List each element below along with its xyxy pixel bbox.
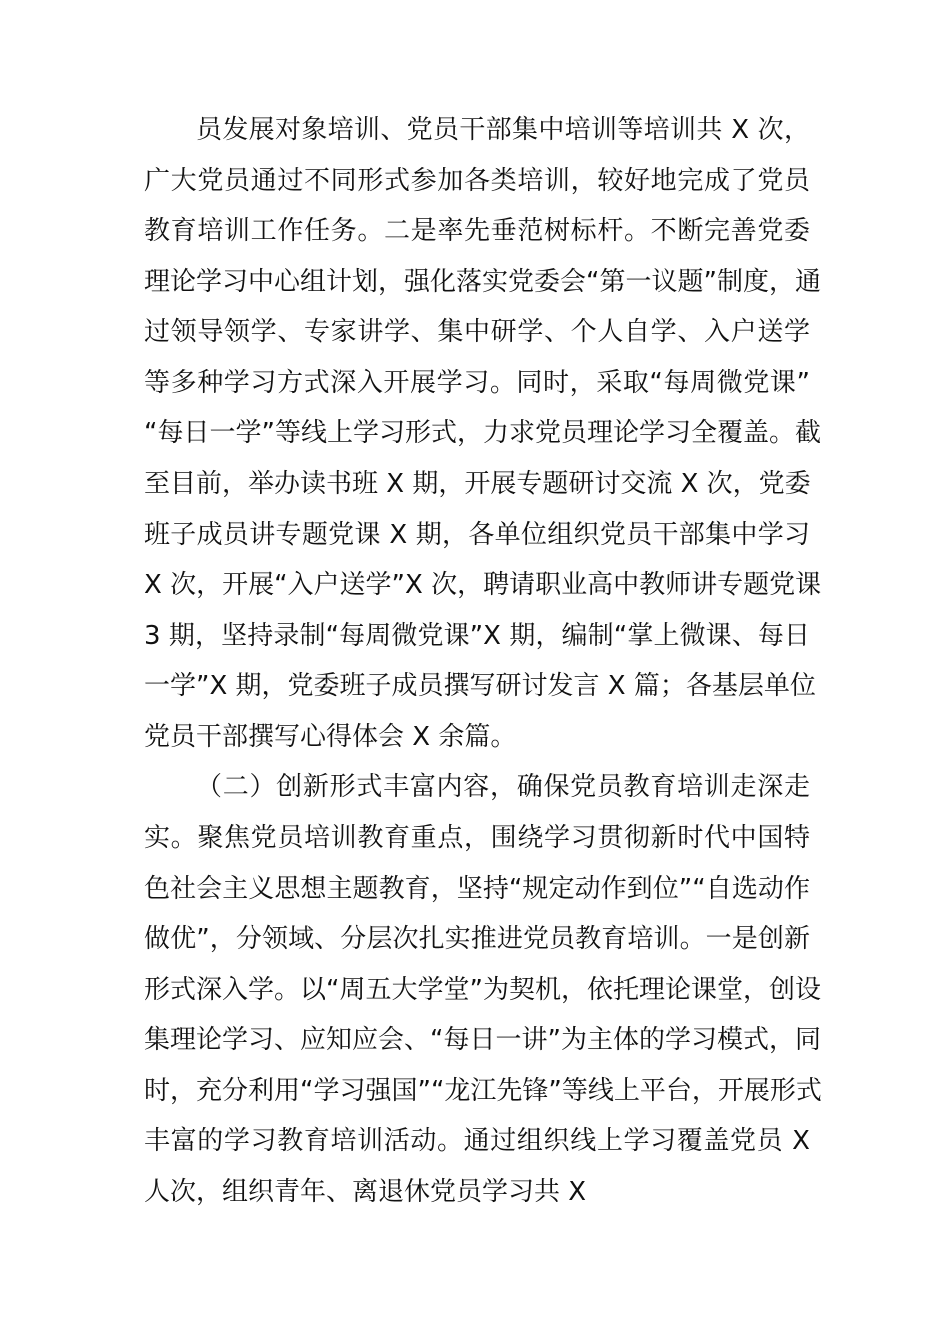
text-line: 至目前，举办读书班 X 期，开展专题研讨交流 X 次，党委 — [144, 469, 811, 499]
text-line: “每日一学”等线上学习形式，力求党员理论学习全覆盖。截 — [144, 418, 821, 448]
text-line: 人次，组织青年、离退休党员学习共 X — [144, 1177, 587, 1207]
text-line: 等多种学习方式深入开展学习。同时，采取“每周微党课” — [144, 368, 810, 398]
section-heading-line: （二）创新形式丰富内容，确保党员教育培训走深走 — [196, 772, 810, 802]
text-line: 教育培训工作任务。二是率先垂范树标杆。不断完善党委 — [144, 216, 810, 246]
text-line: 丰富的学习教育培训活动。通过组织线上学习覆盖党员 X — [144, 1126, 810, 1156]
text-line: 集理论学习、应知应会、“每日一讲”为主体的学习模式，同 — [144, 1025, 821, 1055]
text-line: 做优”，分领域、分层次扎实推进党员教育培训。一是创新 — [144, 924, 810, 954]
text-line: 色社会主义思想主题教育，坚持“规定动作到位”“自选动作 — [144, 874, 810, 904]
text-line: 员发展对象培训、党员干部集中培训等培训共 X 次， — [196, 115, 810, 145]
text-line: 时，充分利用“学习强国”“龙江先锋”等线上平台，开展形式 — [144, 1076, 822, 1106]
text-line: X 次，开展“入户送学”X 次，聘请职业高中教师讲专题党课 — [144, 570, 822, 600]
text-line: 班子成员讲专题党课 X 期，各单位组织党员干部集中学习 — [144, 520, 810, 550]
text-line: 理论学习中心组计划，强化落实党委会“第一议题”制度，通 — [144, 267, 821, 297]
text-line: 形式深入学。以“周五大学堂”为契机，依托理论课堂，创设 — [144, 975, 821, 1005]
text-line: 实。聚焦党员培训教育重点，围绕学习贯彻新时代中国特 — [144, 823, 810, 853]
text-line: 广大党员通过不同形式参加各类培训，较好地完成了党员 — [144, 166, 810, 196]
text-line: 过领导领学、专家讲学、集中研学、个人自学、入户送学 — [144, 317, 810, 347]
text-line: 3 期，坚持录制“每周微党课”X 期，编制“掌上微课、每日 — [144, 621, 810, 651]
text-line: 一学”X 期，党委班子成员撰写研讨发言 X 篇；各基层单位 — [144, 671, 816, 701]
text-line: 党员干部撰写心得体会 X 余篇。 — [144, 722, 517, 752]
